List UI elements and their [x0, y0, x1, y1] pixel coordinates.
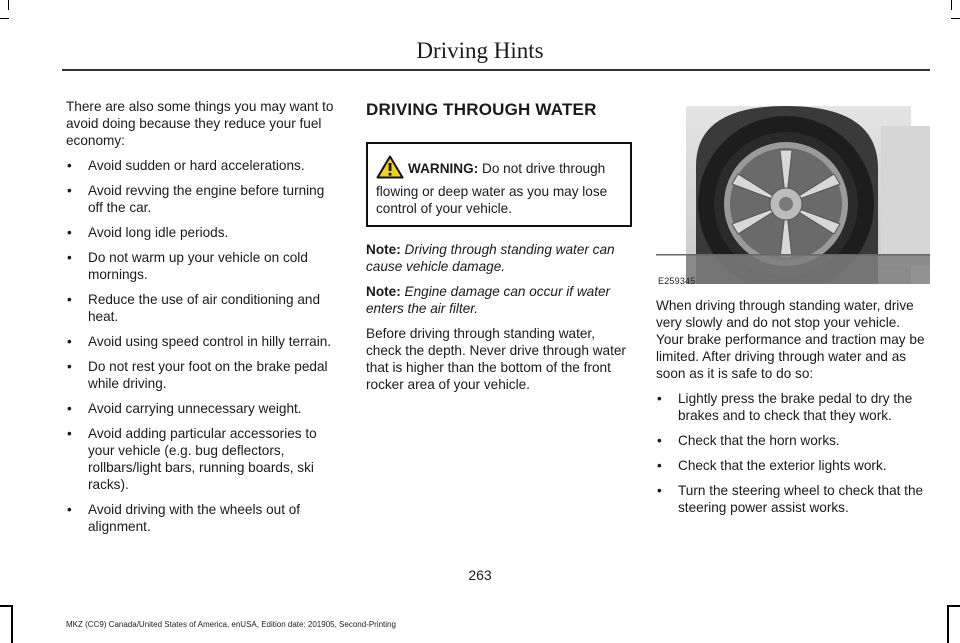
warning-text: Do not drive through flowing or deep water as you may lose control of your vehicle. — [376, 161, 608, 216]
list-item: • Avoid carrying unnecessary weight. — [66, 400, 338, 417]
list-item: • Avoid using speed control in hilly terrain. — [66, 333, 338, 350]
note-label: Note: — [366, 242, 401, 257]
wheel-illustration — [656, 106, 930, 284]
list-item: • Avoid revving the engine before turning off the car. — [66, 182, 338, 216]
crop-mark — [8, 0, 9, 10]
warning-triangle-icon — [376, 155, 404, 183]
crop-mark — [0, 605, 13, 607]
page-number: 263 — [468, 567, 492, 583]
warning-box — [366, 142, 632, 227]
body-paragraph: Before driving through standing water, check the depth. Never drive through water that is higher than the bottom of the front rocker area of your vehicle. — [366, 326, 626, 392]
list-item: • Reduce the use of air conditioning and heat. — [66, 291, 338, 325]
note — [366, 241, 632, 275]
note — [366, 283, 632, 317]
list-item: • Lightly press the brake pedal to dry the brakes and to check that they work. — [656, 390, 930, 424]
list-item: • Avoid long idle periods. — [66, 224, 338, 241]
note-label: Note: — [366, 284, 401, 299]
list-item: • Do not warm up your vehicle on cold mornings. — [66, 249, 338, 283]
crop-mark — [947, 605, 960, 607]
fuel-economy-list — [66, 157, 338, 535]
section-heading: DRIVING THROUGH WATER — [366, 100, 597, 119]
list-item: • Do not rest your foot on the brake pedal while driving. — [66, 358, 338, 392]
list-item: • Avoid sudden or hard accelerations. — [66, 157, 338, 174]
list-item: • Avoid adding particular accessories to your vehicle (e.g. bug deflectors, rollbars/light bars, running boards, ski racks). — [66, 425, 338, 493]
list-item: • Avoid driving with the wheels out of alignment. — [66, 501, 338, 535]
right-column — [656, 297, 930, 524]
crop-mark — [947, 605, 949, 643]
note-text: Engine damage can occur if water enters the air filter. — [366, 284, 611, 316]
note-text: Driving through standing water can cause vehicle damage. — [366, 242, 615, 274]
edition-footer: MKZ (CC9) Canada/United States of America, enUSA, Edition date: 201905, Second-Printing — [66, 620, 396, 629]
left-column — [66, 98, 338, 543]
list-item: • Check that the exterior lights work. — [656, 457, 930, 474]
figure-id: E259345 — [658, 276, 696, 286]
page-title: Driving Hints — [416, 38, 544, 63]
crop-mark — [0, 18, 9, 19]
header-divider — [62, 69, 930, 71]
intro-paragraph: There are also some things you may want to avoid doing because they reduce your fuel economy: — [66, 99, 334, 148]
list-item: • Turn the steering wheel to check that the steering power assist works. — [656, 482, 930, 516]
crop-mark — [951, 0, 952, 10]
warning-label: WARNING: — [408, 161, 479, 176]
after-water-checklist — [656, 390, 930, 516]
middle-column — [366, 98, 632, 401]
crop-mark — [951, 18, 960, 19]
body-paragraph: When driving through standing water, drive very slowly and do not stop your vehicle. Your brake performance and traction may be limited. After driving through water and as soon as it is safe to do so: — [656, 298, 925, 381]
list-item: • Check that the horn works. — [656, 432, 930, 449]
crop-mark — [11, 605, 13, 643]
